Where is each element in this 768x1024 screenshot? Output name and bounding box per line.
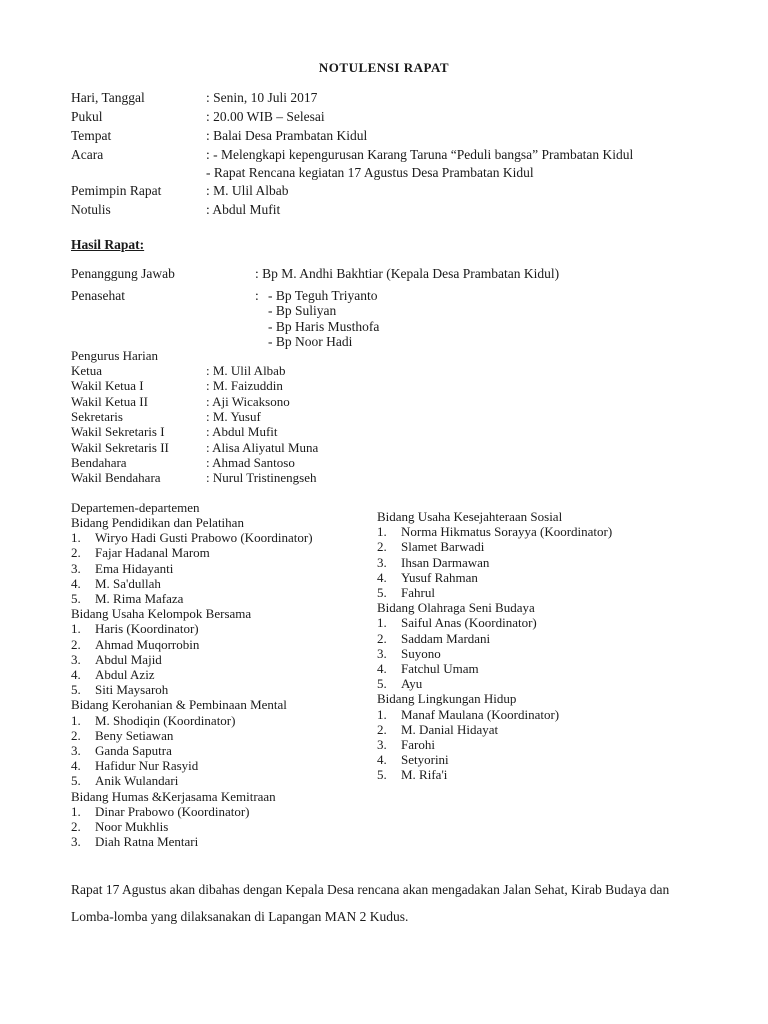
member-number: 5. — [71, 682, 81, 698]
member-number: 3. — [377, 737, 387, 752]
member-name: Haris (Koordinator) — [95, 621, 199, 637]
bidang-heading: Bidang Kerohanian & Pembinaan Mental — [71, 697, 287, 713]
meta-value: : Balai Desa Prambatan Kidul — [206, 128, 368, 143]
member-number: 1. — [377, 706, 387, 722]
penasehat-item: - Bp Teguh Triyanto — [268, 288, 378, 303]
member-number: 5. — [71, 773, 81, 789]
penanggung-jawab-value: : Bp M. Andhi Bakhtiar (Kepala Desa Prambatan Kidul) — [255, 266, 560, 281]
pengurus-value: : Alisa Aliyatul Muna — [206, 439, 319, 455]
member-number: 3. — [71, 560, 81, 576]
member-name: Abdul Majid — [95, 651, 162, 667]
member-name: Ema Hidayanti — [95, 560, 174, 576]
pengurus-label: Wakil Bendahara — [71, 470, 161, 486]
member-name: Siti Maysaroh — [95, 682, 169, 698]
penanggung-jawab-label: Penanggung Jawab — [71, 266, 175, 281]
pengurus-value: : Nurul Tristinengseh — [206, 470, 317, 486]
member-name: Ayu — [401, 676, 423, 692]
pengurus-harian-heading: Pengurus Harian — [71, 348, 159, 363]
member-name: Slamet Barwadi — [401, 539, 485, 555]
bidang-heading: Bidang Usaha Kelompok Bersama — [71, 606, 252, 622]
pengurus-value: : Aji Wicaksono — [206, 393, 290, 409]
pengurus-label: Bendahara — [71, 454, 127, 470]
member-number: 1. — [71, 621, 81, 637]
member-name: M. Rima Mafaza — [95, 591, 184, 606]
penasehat-label: Penasehat — [71, 288, 125, 303]
member-number: 3. — [377, 554, 387, 570]
pengurus-value: : M. Faizuddin — [206, 378, 283, 394]
pengurus-label: Sekretaris — [71, 408, 123, 424]
member-number: 4. — [71, 667, 81, 682]
member-number: 1. — [71, 530, 81, 546]
meta-value: : - Melengkapi kepengurusan Karang Taruna “Peduli bangsa” Prambatan Kidul — [206, 147, 634, 162]
member-name: Abdul Aziz — [95, 667, 155, 682]
member-name: Manaf Maulana (Koordinator) — [401, 706, 560, 722]
departemen-heading: Departemen-departemen — [71, 500, 200, 515]
member-number: 3. — [71, 834, 81, 850]
member-number: 5. — [377, 676, 387, 692]
member-number: 4. — [71, 575, 81, 591]
pengurus-label: Wakil Sekretaris I — [71, 424, 165, 440]
member-name: Suyono — [401, 645, 441, 661]
member-name: M. Shodiqin (Koordinator) — [95, 712, 236, 728]
meta-label: Pemimpin Rapat — [71, 183, 162, 198]
document-title: NOTULENSI RAPAT — [318, 60, 450, 75]
member-number: 5. — [377, 767, 387, 783]
bidang-heading: Bidang Olahraga Seni Budaya — [377, 600, 535, 616]
member-number: 1. — [71, 712, 81, 728]
pengurus-label: Wakil Sekretaris II — [71, 439, 169, 455]
pengurus-value: : Ahmad Santoso — [206, 454, 295, 470]
pengurus-value: : M. Yusuf — [206, 408, 261, 424]
member-name: Noor Mukhlis — [95, 819, 169, 834]
member-name: M. Rifa'i — [401, 767, 448, 783]
member-number: 4. — [377, 752, 387, 768]
meta-value: : M. Ulil Albab — [206, 183, 289, 198]
meta-label: Notulis — [71, 202, 111, 217]
pengurus-label: Ketua — [71, 363, 103, 378]
member-number: 2. — [71, 636, 81, 652]
pengurus-value: : M. Ulil Albab — [206, 363, 286, 378]
member-number: 2. — [377, 630, 387, 646]
member-name: Fatchul Umam — [401, 661, 479, 676]
member-name: Ahmad Muqorrobin — [95, 636, 200, 652]
member-number: 3. — [71, 651, 81, 667]
member-name: Dinar Prabowo (Koordinator) — [95, 803, 250, 819]
member-name: Saiful Anas (Koordinator) — [401, 615, 537, 631]
closing-paragraph: Rapat 17 Agustus akan dibahas dengan Kepala Desa rencana akan mengadakan Jalan Sehat, Kirab Budaya dan Lomba-lomba yang dilaksanakan di Lapangan MAN 2 Kudus. — [71, 882, 670, 924]
member-name: Ihsan Darmawan — [401, 554, 490, 570]
bidang-heading: Bidang Usaha Kesejahteraan Sosial — [377, 509, 563, 524]
member-number: 1. — [71, 803, 81, 819]
member-name: Saddam Mardani — [401, 630, 491, 646]
member-number: 5. — [377, 585, 387, 600]
pengurus-label: Wakil Ketua I — [71, 378, 144, 394]
meta-label: Acara — [71, 147, 104, 162]
member-number: 3. — [377, 645, 387, 661]
meta-value: : Abdul Mufit — [206, 202, 281, 217]
member-number: 2. — [377, 539, 387, 555]
member-name: Diah Ratna Mentari — [95, 834, 199, 850]
meta-label: Hari, Tanggal — [71, 90, 145, 105]
member-name: Ganda Saputra — [95, 743, 172, 758]
penasehat-item: - Bp Suliyan — [268, 303, 337, 319]
member-name: Norma Hikmatus Sorayya (Koordinator) — [401, 524, 613, 540]
pengurus-value: : Abdul Mufit — [206, 424, 278, 440]
penasehat-colon: : — [255, 288, 259, 303]
member-number: 4. — [377, 661, 387, 676]
penasehat-item: - Bp Noor Hadi — [268, 333, 353, 349]
member-number: 3. — [71, 743, 81, 758]
meta-value: : Senin, 10 Juli 2017 — [206, 90, 318, 105]
pengurus-label: Wakil Ketua II — [71, 393, 148, 409]
meta-label: Pukul — [71, 109, 103, 124]
bidang-heading: Bidang Humas &Kerjasama Kemitraan — [71, 788, 276, 804]
member-number: 5. — [71, 591, 81, 606]
member-number: 1. — [377, 615, 387, 631]
penasehat-item: - Bp Haris Musthofa — [268, 318, 380, 334]
member-number: 1. — [377, 524, 387, 540]
member-number: 2. — [71, 727, 81, 743]
bidang-heading: Bidang Pendidikan dan Pelatihan — [71, 515, 244, 530]
hasil-rapat-heading: Hasil Rapat: — [71, 237, 145, 252]
member-name: Fahrul — [401, 585, 435, 600]
member-name: Hafidur Nur Rasyid — [95, 758, 199, 774]
meta-value: : 20.00 WIB – Selesai — [206, 109, 325, 124]
member-name: Farohi — [401, 737, 435, 752]
member-number: 4. — [377, 569, 387, 585]
bidang-heading: Bidang Lingkungan Hidup — [377, 691, 517, 707]
member-name: Beny Setiawan — [95, 727, 174, 743]
member-name: Setyorini — [401, 752, 449, 768]
member-name: Yusuf Rahman — [401, 569, 478, 585]
member-name: Wiryo Hadi Gusti Prabowo (Koordinator) — [95, 530, 313, 546]
member-name: M. Sa'dullah — [95, 575, 161, 591]
member-name: Fajar Hadanal Marom — [95, 545, 210, 561]
meta-value: - Rapat Rencana kegiatan 17 Agustus Desa Prambatan Kidul — [206, 165, 534, 180]
member-number: 2. — [377, 721, 387, 737]
member-name: Anik Wulandari — [95, 773, 179, 789]
meta-label: Tempat — [71, 128, 112, 143]
member-number: 2. — [71, 819, 81, 834]
member-number: 4. — [71, 758, 81, 774]
member-name: M. Danial Hidayat — [401, 721, 499, 737]
member-number: 2. — [71, 545, 81, 561]
